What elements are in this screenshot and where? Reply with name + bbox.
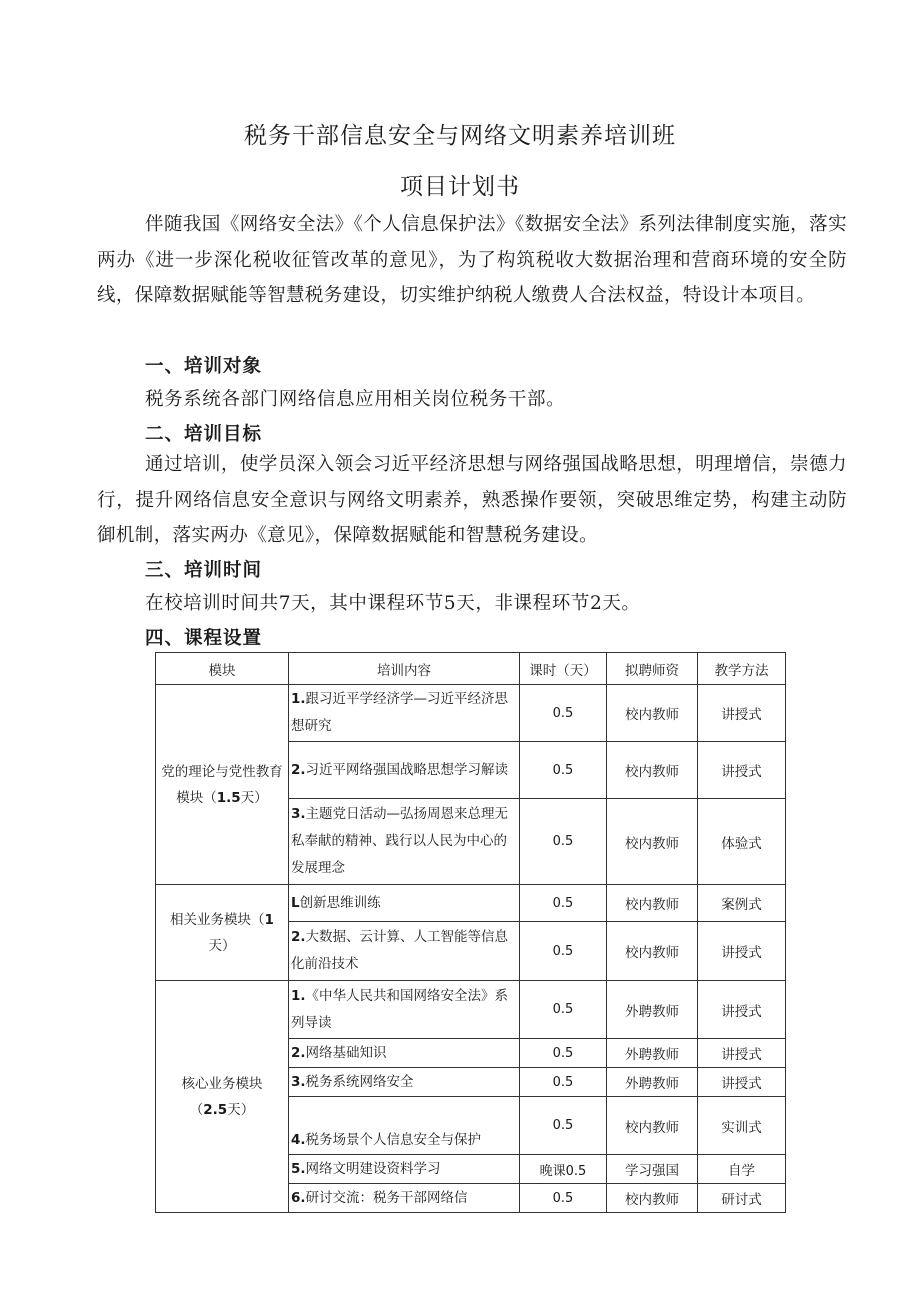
item-hours: 0.5 [520, 1068, 607, 1097]
section-heading-audience: 一、培训对象 [145, 356, 263, 377]
table-header-row [156, 653, 786, 685]
module-name-suffix: 天） [227, 1101, 255, 1118]
item-teacher: 校内教师 [607, 922, 698, 981]
section-body-goals: 通过培训，使学员深入领会习近平经济思想与网络强国战略思想，明理增信，崇德力行，提升网络信息安全意识与网络文明素养，熟悉操作要领，突破思维定势，构建主动防御机制，落实两办《意见》，保障数据赋能和智慧税务建设。 [97, 454, 847, 546]
header-method: 教学方法 [698, 653, 786, 685]
item-hours: 0.5 [520, 1039, 607, 1068]
module-days: 1.5 [216, 789, 241, 806]
document-title: 税务干部信息安全与网络文明素养培训班 [244, 123, 676, 149]
item-number: 4. [291, 1132, 306, 1148]
item-teacher: 外聘教师 [607, 1039, 698, 1068]
module-days: 2.5 [203, 1101, 228, 1118]
item-number: 3. [291, 1073, 306, 1090]
item-method: 讲授式 [698, 685, 786, 742]
item-number: 2. [291, 929, 306, 945]
module-cell-business [156, 885, 289, 981]
section-heading-schedule: 三、培训时间 [145, 560, 263, 581]
item-teacher: 校内教师 [607, 799, 698, 885]
item-hours: 0.5 [520, 1097, 607, 1155]
item-number: 1. [291, 987, 306, 1004]
document-subtitle: 项目计划书 [400, 174, 520, 200]
module-name-suffix: 天） [240, 789, 268, 806]
item-content: 研讨交流：税务干部网络信 [305, 1189, 468, 1206]
item-method: 案例式 [698, 885, 786, 922]
item-teacher: 外聘教师 [607, 981, 698, 1039]
item-content: 大数据、云计算、人工智能等信息化前沿技术 [291, 929, 509, 972]
item-number: 5. [291, 1160, 306, 1177]
item-hours: 0.5 [520, 885, 607, 922]
module-name: 核心业务模块 [181, 1075, 263, 1092]
item-method: 体验式 [698, 799, 786, 885]
item-number: 3. [291, 806, 306, 822]
table-row [156, 981, 786, 1039]
item-method: 自学 [698, 1155, 786, 1184]
table-row [156, 685, 786, 742]
item-method: 讲授式 [698, 981, 786, 1039]
module-days: 1 [264, 911, 274, 928]
item-hours: 0.5 [520, 742, 607, 799]
item-teacher: 校内教师 [607, 1184, 698, 1213]
item-number: 6. [291, 1189, 306, 1206]
course-table [155, 652, 786, 1213]
module-cell-party [156, 685, 289, 885]
item-number: 1. [291, 691, 306, 707]
module-name-suffix: 天） [208, 937, 236, 954]
header-teacher: 拟聘师资 [607, 653, 698, 685]
section-body-audience: 税务系统各部门网络信息应用相关岗位税务干部。 [145, 389, 566, 410]
item-hours: 0.5 [520, 922, 607, 981]
module-name: 相关业务模块（ [170, 911, 265, 928]
item-number: 2. [291, 761, 306, 778]
item-hours: 0.5 [520, 1184, 607, 1213]
item-teacher: 外聘教师 [607, 1068, 698, 1097]
item-content: 税务场景个人信息安全与保护 [305, 1132, 482, 1148]
item-content: 网络基础知识 [305, 1044, 387, 1061]
item-teacher: 学习强国 [607, 1155, 698, 1184]
header-module: 模块 [156, 653, 289, 685]
item-content: 习近平网络强国战略思想学习解读 [305, 761, 509, 778]
section-heading-courses: 四、课程设置 [145, 628, 263, 649]
item-method: 研讨式 [698, 1184, 786, 1213]
item-number: L [291, 894, 300, 911]
item-content: 网络文明建设资料学习 [305, 1160, 441, 1177]
item-content: 《中华人民共和国网络安全法》系列导读 [291, 987, 509, 1031]
item-method: 实训式 [698, 1097, 786, 1155]
item-teacher: 校内教师 [607, 685, 698, 742]
item-teacher: 校内教师 [607, 742, 698, 799]
header-hours: 课时（天） [520, 653, 607, 685]
item-number: 2. [291, 1044, 306, 1061]
table-row [156, 885, 786, 922]
item-hours: 0.5 [520, 799, 607, 885]
item-hours: 0.5 [520, 981, 607, 1039]
item-teacher: 校内教师 [607, 1097, 698, 1155]
module-cell-core: 核心业务模块 （2.5天） [156, 981, 289, 1213]
item-content: 主题党日活动—弘扬周恩来总理无私奉献的精神、践行以人民为中心的发展理念 [291, 806, 509, 876]
item-hours: 0.5 [520, 685, 607, 742]
item-method: 讲授式 [698, 742, 786, 799]
item-method: 讲授式 [698, 1068, 786, 1097]
module-name: 党的理论与党性教育模块（ [161, 763, 283, 806]
header-content: 培训内容 [289, 653, 520, 685]
item-teacher: 校内教师 [607, 885, 698, 922]
intro-paragraph: 伴随我国《网络安全法》《个人信息保护法》《数据安全法》系列法律制度实施，落实两办《进一步深化税收征管改革的意见》，为了构筑税收大数据治理和营商环境的安全防线，保障数据赋能等智慧税务建设，切实维护纳税人缴费人合法权益，特设计本项目。 [97, 214, 847, 306]
item-method: 讲授式 [698, 1039, 786, 1068]
item-content: 税务系统网络安全 [305, 1073, 414, 1090]
item-content: 跟习近平学经济学—习近平经济思想研究 [291, 691, 509, 734]
section-body-schedule: 在校培训时间共7天，其中课程环节5天，非课程环节2天。 [145, 593, 641, 614]
item-hours: 晚课0.5 [520, 1155, 607, 1184]
section-heading-goals: 二、培训目标 [145, 424, 263, 445]
item-content: 创新思维训练 [299, 894, 381, 911]
item-method: 讲授式 [698, 922, 786, 981]
